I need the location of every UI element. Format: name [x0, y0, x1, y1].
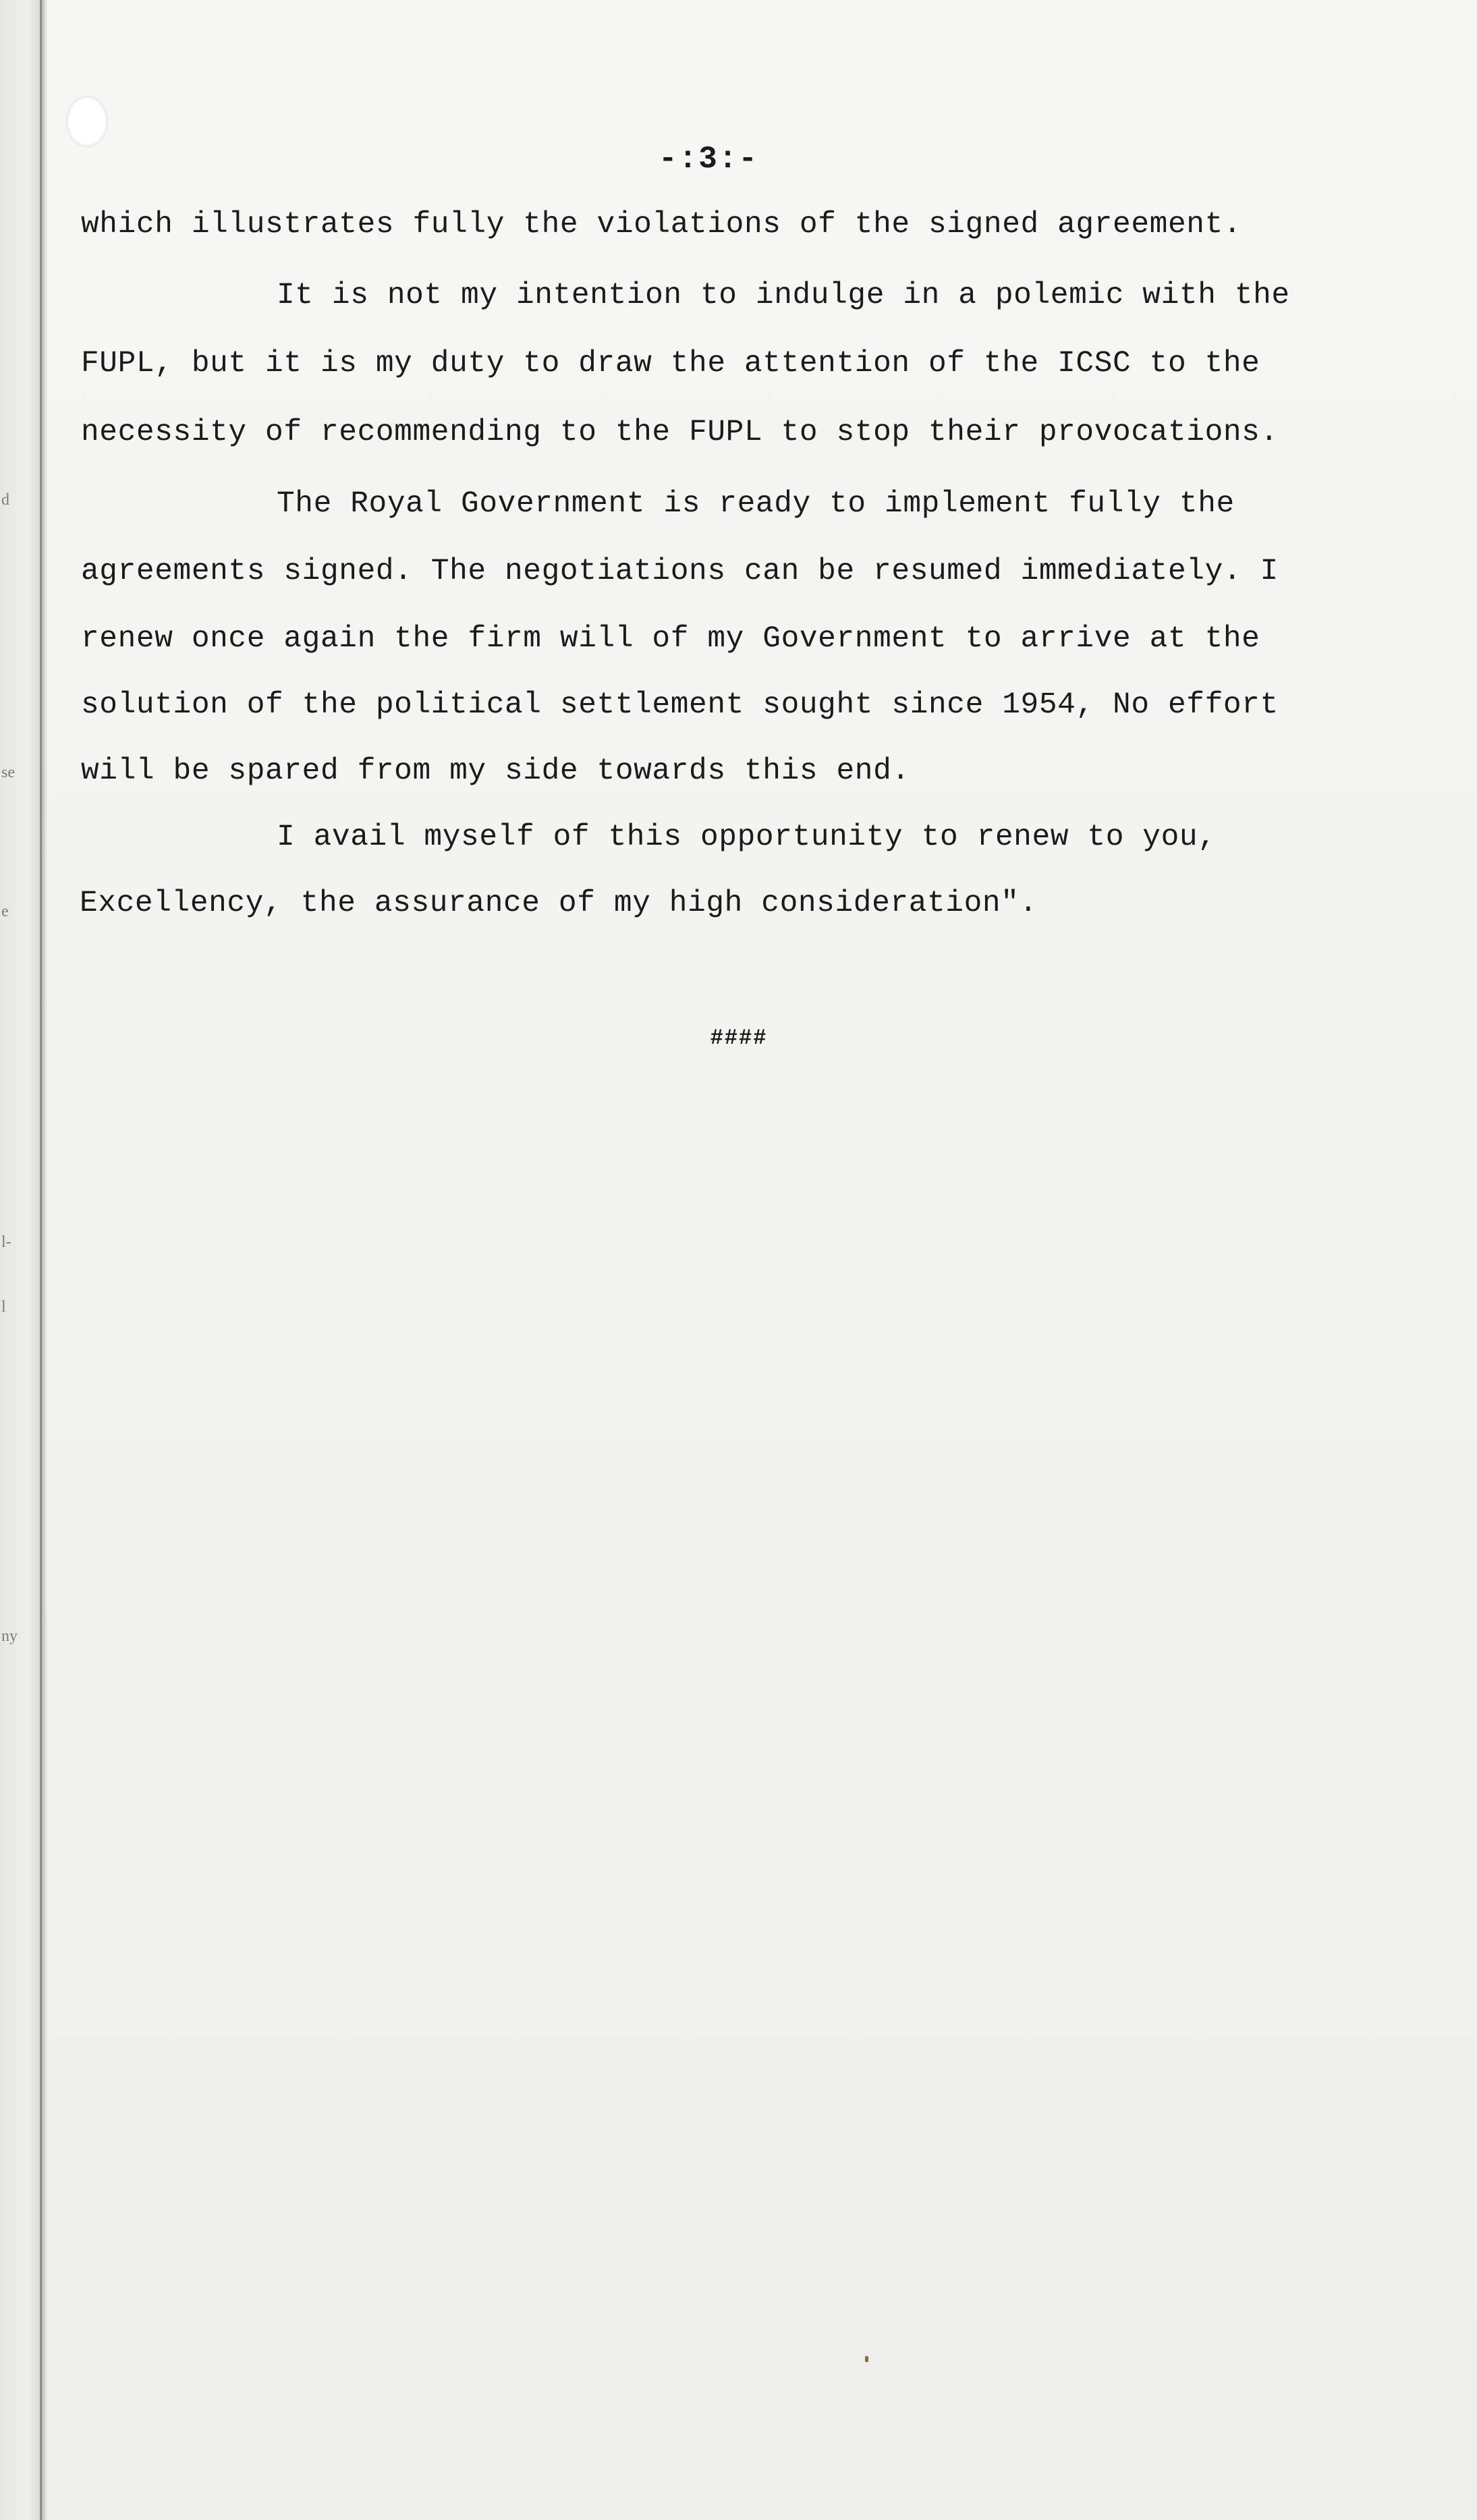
edge-fragment: l: [1, 1298, 6, 1316]
text-line: solution of the political settlement sought since 1954, No effort: [81, 688, 1279, 722]
text-line: I avail myself of this opportunity to renew to you,: [277, 820, 1217, 854]
end-mark: ####: [710, 1026, 768, 1051]
text-line: will be spared from my side towards this end.: [81, 754, 910, 788]
page-number: -:3:-: [658, 142, 759, 177]
text-line: Excellency, the assurance of my high consideration".: [80, 887, 1038, 920]
text-line: The Royal Government is ready to implement fully the: [277, 487, 1235, 521]
text-line: which illustrates fully the violations of the signed agreement.: [81, 208, 1242, 242]
binding-shadow: [42, 0, 47, 2520]
edge-fragment: ny: [1, 1627, 18, 1645]
paper-speck: [865, 2356, 868, 2362]
edge-fragment: se: [1, 764, 15, 781]
edge-fragment: l-: [1, 1233, 11, 1251]
text-line: necessity of recommending to the FUPL to stop their provocations.: [81, 416, 1279, 449]
punch-hole: [66, 96, 108, 147]
text-line: FUPL, but it is my duty to draw the attention of the ICSC to the: [81, 347, 1260, 381]
edge-fragment: e: [1, 903, 9, 920]
edge-fragment: d: [1, 491, 9, 509]
text-line: agreements signed. The negotiations can be resumed immediately. I: [81, 555, 1279, 588]
binding-strip: [0, 0, 42, 2520]
text-line: renew once again the firm will of my Government to arrive at the: [81, 622, 1260, 656]
text-line: It is not my intention to indulge in a polemic with the: [277, 279, 1290, 312]
